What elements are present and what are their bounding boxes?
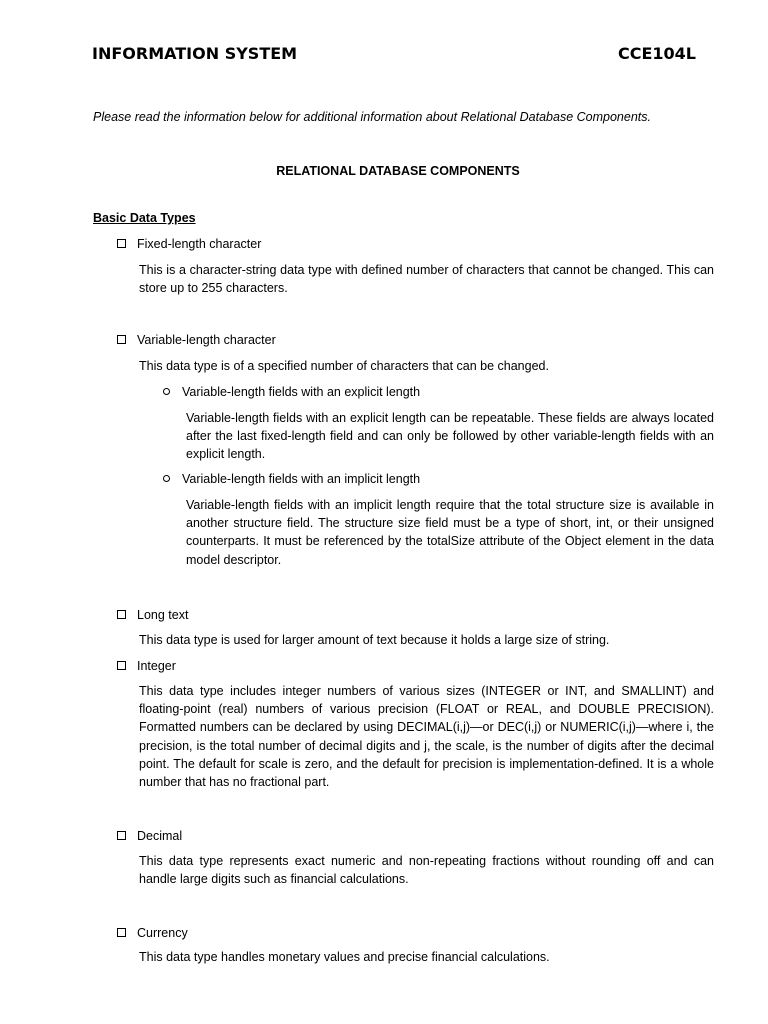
circle-bullet-icon — [163, 388, 170, 395]
item-label: Currency — [137, 926, 188, 940]
course-name: INFORMATION SYSTEM — [92, 44, 298, 63]
item-description: This data type is of a specified number of characters that can be changed. — [139, 359, 549, 373]
checkbox-bullet-icon — [117, 610, 126, 619]
checkbox-bullet-icon — [117, 831, 126, 840]
item-description: This data type handles monetary values and precise financial calculations. — [139, 950, 550, 964]
item-label: Variable-length character — [137, 333, 276, 347]
item-description: This is a character-string data type with defined number of characters that cannot be changed. This can store up to 255 characters. — [139, 263, 714, 296]
item-label: Integer — [137, 659, 176, 673]
document-title: RELATIONAL DATABASE COMPONENTS — [276, 164, 520, 178]
item-label: Long text — [137, 608, 189, 622]
item-label: Decimal — [137, 829, 183, 843]
intro-text: Please read the information below for additional information about Relational Database Components. — [93, 110, 651, 124]
item-description: This data type includes integer numbers of various sizes (INTEGER or INT, and SMALLINT) and floating-point (real) numbers of various precision (FLOAT or REAL, and DOUBLE PRECISION). Formatted numbers can be declared by using DECIMAL(i,j)—or DEC(i,j) or NUMERIC(i,j)—where i, the precision, is the total number of decimal digits and j, the scale, is the number of digits after the decimal point. The default for scale is zero, and the default for precision is implementation-defined. It is a whole number that has no fractional part. — [139, 684, 714, 790]
item-label: Fixed-length character — [137, 237, 262, 251]
list-item — [117, 828, 182, 845]
sub-item-label: Variable-length fields with an explicit length — [182, 385, 421, 399]
item-description: This data type is used for larger amount of text because it holds a large size of string. — [139, 633, 610, 647]
list-item — [117, 332, 276, 349]
sub-list-item — [163, 471, 420, 488]
page-header — [92, 44, 696, 68]
checkbox-bullet-icon — [117, 239, 126, 248]
sub-item-description: Variable-length fields with an implicit length require that the total structure size is available in another structure field. The structure size field must be a type of short, int, or their unsigned counterparts. It must be referenced by the totalSize attribute of the Object element in the data model descriptor. — [186, 498, 714, 567]
item-description: This data type represents exact numeric and non-repeating fractions without rounding off and can handle large digits such as financial calculations. — [139, 854, 714, 887]
course-code: CCE104L — [617, 44, 696, 63]
list-item — [117, 658, 176, 675]
checkbox-bullet-icon — [117, 335, 126, 344]
sub-list-item — [163, 384, 420, 401]
list-item — [117, 925, 188, 942]
checkbox-bullet-icon — [117, 661, 126, 670]
sub-item-description: Variable-length fields with an explicit length can be repeatable. These fields are always located after the last fixed-length field and can only be followed by other variable-length fields with an explicit length. — [186, 411, 714, 462]
checkbox-bullet-icon — [117, 928, 126, 937]
circle-bullet-icon — [163, 475, 170, 482]
list-item — [117, 236, 261, 253]
sub-item-label: Variable-length fields with an implicit length — [182, 472, 421, 486]
list-item — [117, 607, 188, 624]
section-heading: Basic Data Types — [93, 211, 196, 225]
